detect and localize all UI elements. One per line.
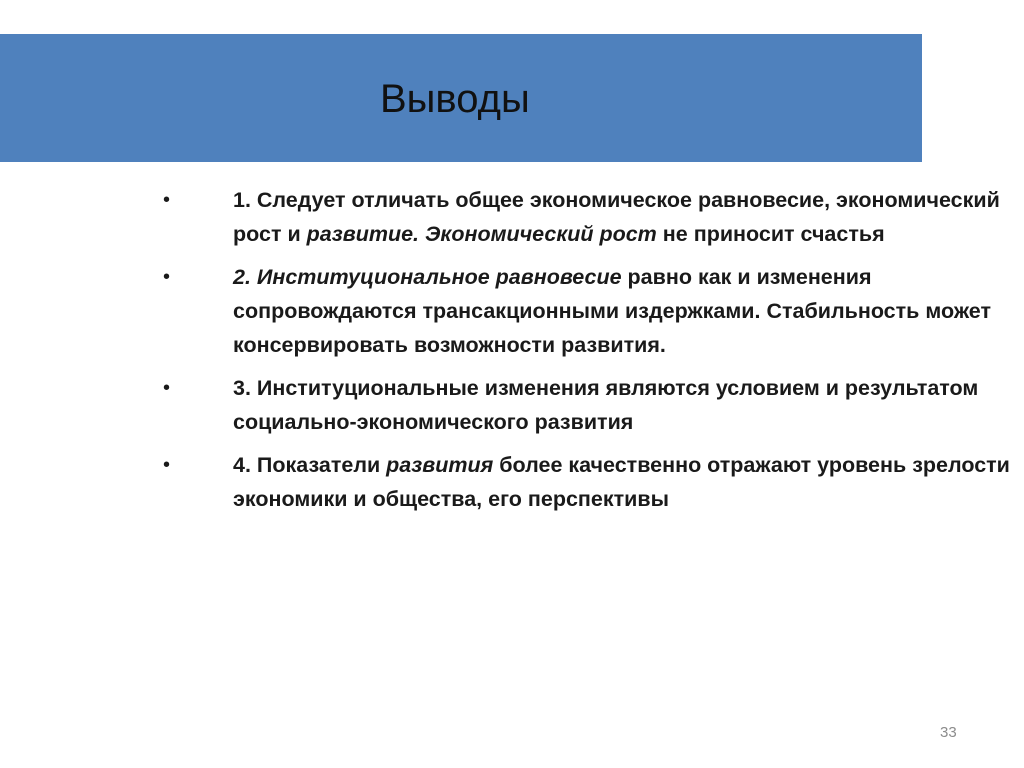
bullet-item [160, 183, 1024, 251]
bullet-text: 2. Институциональное равновесие равно как и изменения сопровождаются трансакционными издержками. Стабильность может консервировать возможности развития. [233, 265, 991, 357]
bullet-text: 1. Следует отличать общее экономическое равновесие, экономический рост и развитие. Экономический рост не приносит счастья [233, 188, 1000, 246]
page-number: 33 [940, 724, 957, 741]
bullet-text: 3. Институциональные изменения являются условием и результатом социально-экономического развития [233, 376, 979, 434]
bullet-dot-icon: • [163, 454, 171, 476]
bullet-item [160, 371, 1024, 439]
bullet-list [160, 183, 1024, 525]
bullet-dot-icon: • [163, 266, 171, 288]
bullet-text: 4. Показатели развития более качественно отражают уровень зрелости экономики и общества, его перспективы [233, 453, 1010, 511]
bullet-dot-icon: • [163, 377, 171, 399]
bullet-item [160, 260, 1024, 362]
bullet-item [160, 448, 1024, 516]
slide-title: Выводы [380, 77, 530, 121]
bullet-dot-icon: • [163, 189, 171, 211]
